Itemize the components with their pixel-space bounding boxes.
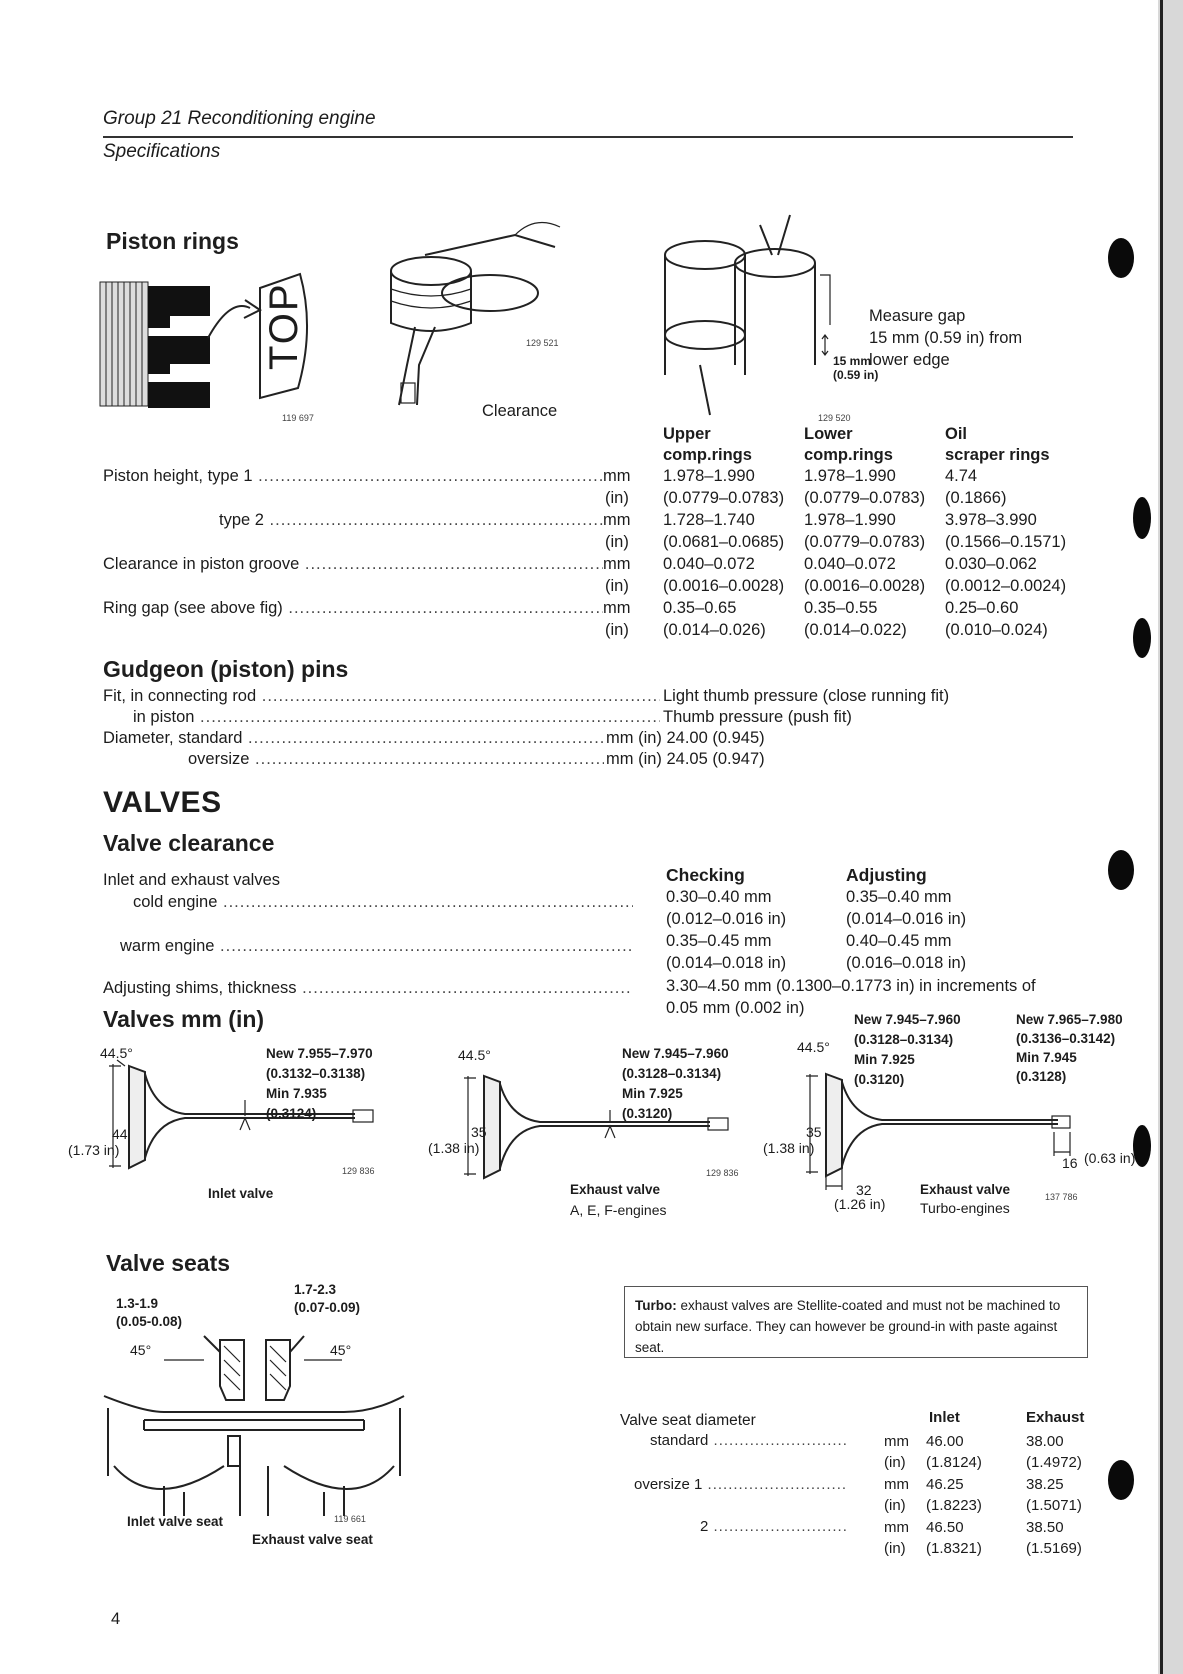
turbo-stem-right-new-in: (0.3136–0.3142) xyxy=(1016,1031,1116,1046)
seat-inlet: (1.8223) xyxy=(926,1497,982,1514)
gudgeon-value: Light thumb pressure (close running fit) xyxy=(663,687,950,705)
exhaust-seat-width-in: (0.07-0.09) xyxy=(294,1300,361,1315)
gudgeon-value: mm (in) 24.00 (0.945) xyxy=(606,729,765,747)
col-upper: Upper xyxy=(663,425,711,443)
turbo-stem-left-new-in: (0.3128–0.3134) xyxy=(854,1032,954,1047)
gap-dimension: 15 mm xyxy=(833,354,872,368)
turbo-stem-right-new: New 7.965–7.980 xyxy=(1016,1012,1123,1027)
value-lower: 1.978–1.990 xyxy=(804,467,896,485)
value-upper: (0.0779–0.0783) xyxy=(663,489,785,507)
seat-exhaust: (1.5169) xyxy=(1026,1540,1082,1557)
turbo-tip: 16 xyxy=(1062,1155,1078,1171)
seat-table-title: Valve seat diameter xyxy=(620,1412,756,1429)
value-lower: 1.978–1.990 xyxy=(804,511,896,529)
value-upper: 1.728–1.740 xyxy=(663,511,755,529)
gudgeon-value: Thumb pressure (push fit) xyxy=(663,708,852,726)
value-oil: 3.978–3.990 xyxy=(945,511,1037,529)
measure-note-2: 15 mm (0.59 in) from xyxy=(869,329,1023,347)
valve-clearance-heading: Valve clearance xyxy=(103,830,275,856)
seat-inlet: 46.00 xyxy=(926,1433,964,1450)
col-lower-2: comp.rings xyxy=(804,446,893,464)
inlet-seat-angle: 45° xyxy=(130,1342,152,1358)
turbo-width-in: (1.26 in) xyxy=(834,1196,886,1212)
exhaust-seat-caption: Exhaust valve seat xyxy=(252,1532,373,1547)
turbo-stem-left-new: New 7.945–7.960 xyxy=(854,1012,961,1027)
valve-seat-drawing xyxy=(104,1316,404,1516)
section-title: Specifications xyxy=(103,141,221,162)
turbo-height: 35 xyxy=(806,1124,822,1140)
seat-row-label: standard ..... xyxy=(650,1432,846,1449)
shims-label: Adjusting shims, thickness ..... xyxy=(103,979,633,998)
value-lower: (0.0779–0.0783) xyxy=(804,489,926,507)
measure-note-3: lower edge xyxy=(869,351,950,369)
fig-number: 119 661 xyxy=(334,1514,366,1524)
inlet-height-in: (1.73 in) xyxy=(68,1142,120,1158)
seat-row-unit: (in) xyxy=(884,1497,906,1514)
turbo-stem-left-min: Min 7.925 xyxy=(854,1052,915,1067)
valve-seats-heading: Valve seats xyxy=(106,1250,231,1276)
punch-hole xyxy=(1108,850,1134,890)
turbo-valve-subcaption: Turbo-engines xyxy=(920,1200,1010,1216)
inlet-seat-width: 1.3-1.9 xyxy=(116,1296,159,1311)
turbo-tip-in: (0.63 in) xyxy=(1084,1150,1136,1166)
inlet-stem-min-in: (0.3124) xyxy=(266,1106,317,1121)
row-unit: (in) xyxy=(605,533,629,551)
seat-row-label: oversize 1 ..... xyxy=(634,1476,846,1493)
exhaust-stem-new-in: (0.3128–0.3134) xyxy=(622,1066,722,1081)
seat-row-label: 2 ..... xyxy=(700,1518,846,1535)
exhaust-seat-width: 1.7-2.3 xyxy=(294,1282,337,1297)
exhaust-valve-subcaption: A, E, F-engines xyxy=(570,1202,667,1218)
inlet-height: 44 xyxy=(112,1126,128,1142)
shims-value-2: 0.05 mm (0.002 in) xyxy=(666,999,805,1017)
adjusting-value-in: (0.014–0.016 in) xyxy=(846,910,967,928)
value-oil: (0.0012–0.0024) xyxy=(945,577,1067,595)
seat-row-unit: mm xyxy=(884,1476,909,1493)
value-oil: (0.1866) xyxy=(945,489,1007,507)
valves-heading: VALVES xyxy=(103,786,222,819)
piston-pliers-figure xyxy=(365,215,575,415)
turbo-angle: 44.5° xyxy=(797,1039,830,1055)
seat-inlet: (1.8321) xyxy=(926,1540,982,1557)
value-lower: 0.040–0.072 xyxy=(804,555,896,573)
row-label: Ring gap (see above fig) ..... xyxy=(103,599,603,618)
gudgeon-label: oversize ..... xyxy=(188,750,604,769)
value-oil: 0.25–0.60 xyxy=(945,599,1019,617)
col-adjusting: Adjusting xyxy=(846,865,927,885)
shims-value: 3.30–4.50 mm (0.1300–0.1773 in) in increments of xyxy=(666,977,1036,995)
value-oil: 4.74 xyxy=(945,467,978,485)
seat-exhaust: 38.00 xyxy=(1026,1433,1064,1450)
fig-number: 129 521 xyxy=(526,338,559,348)
seat-row-unit: mm xyxy=(884,1519,909,1536)
punch-hole xyxy=(1133,618,1151,658)
row-label: type 2 ..... xyxy=(219,511,603,530)
inlet-stem-new-in: (0.3132–0.3138) xyxy=(266,1066,366,1081)
exhaust-angle: 44.5° xyxy=(458,1047,491,1063)
exhaust-stem-min: Min 7.925 xyxy=(622,1086,683,1101)
ring-gap-figure xyxy=(660,215,890,415)
value-oil: (0.1566–0.1571) xyxy=(945,533,1067,551)
checking-value: 0.30–0.40 mm xyxy=(666,888,772,906)
gudgeon-label: Fit, in connecting rod ..... xyxy=(103,687,660,706)
row-unit: mm xyxy=(603,511,631,529)
col-oil: Oil xyxy=(945,425,968,443)
header-rule xyxy=(103,136,1073,138)
top-marking: TOP xyxy=(262,282,306,370)
exhaust-valve-caption: Exhaust valve xyxy=(570,1182,661,1197)
turbo-tip-clip xyxy=(1084,1150,1138,1170)
turbo-stem-right-min: Min 7.945 xyxy=(1016,1050,1077,1065)
clearance-label: warm engine ..... xyxy=(120,937,633,956)
turbo-stem-left-min-in: (0.3120) xyxy=(854,1072,905,1087)
checking-value-in: (0.012–0.016 in) xyxy=(666,910,787,928)
value-lower: (0.0779–0.0783) xyxy=(804,533,926,551)
seat-exhaust: 38.50 xyxy=(1026,1519,1064,1536)
valves-mm-heading: Valves mm (in) xyxy=(103,1006,265,1032)
adjusting-value: 0.35–0.40 mm xyxy=(846,888,952,906)
exhaust-stem-min-in: (0.3120) xyxy=(622,1106,673,1121)
punch-hole xyxy=(1108,1460,1134,1500)
row-label: Piston height, type 1 ..... xyxy=(103,467,603,486)
col-checking: Checking xyxy=(666,865,745,885)
row-unit: mm xyxy=(603,467,631,485)
col-lower: Lower xyxy=(804,425,853,443)
gudgeon-value: mm (in) 24.05 (0.947) xyxy=(606,750,765,768)
punch-hole xyxy=(1133,497,1151,539)
turbo-stem-right-min-in: (0.3128) xyxy=(1016,1069,1067,1084)
fig-number: 119 697 xyxy=(282,413,314,423)
col-upper-2: comp.rings xyxy=(663,446,752,464)
seat-inlet: (1.8124) xyxy=(926,1454,982,1471)
seat-inlet: 46.50 xyxy=(926,1519,964,1536)
value-upper: (0.014–0.026) xyxy=(663,621,766,639)
gap-dimension-in: (0.59 in) xyxy=(833,368,879,382)
row-unit: mm xyxy=(603,599,631,617)
seat-col-exhaust: Exhaust xyxy=(1026,1409,1085,1426)
turbo-note-text: exhaust valves are Stellite-coated and must not be machined to obtain new surface. They can however be ground-in with paste against seat. xyxy=(635,1298,1061,1355)
inlet-seat-width-in: (0.05-0.08) xyxy=(116,1314,183,1329)
fig-number: 129 836 xyxy=(342,1166,375,1176)
clearance-caption: Clearance xyxy=(482,402,558,420)
punch-hole xyxy=(1108,238,1134,278)
gudgeon-heading: Gudgeon (piston) pins xyxy=(103,656,349,682)
exhaust-height-in: (1.38 in) xyxy=(428,1140,480,1156)
value-upper: 1.978–1.990 xyxy=(663,467,755,485)
gudgeon-label: Diameter, standard ..... xyxy=(103,729,604,748)
inlet-seat-caption: Inlet valve seat xyxy=(127,1514,224,1529)
adjusting-value-in: (0.016–0.018 in) xyxy=(846,954,967,972)
row-unit: (in) xyxy=(605,489,629,507)
seat-exhaust: (1.4972) xyxy=(1026,1454,1082,1471)
value-oil: (0.010–0.024) xyxy=(945,621,1048,639)
fig-number: 129 520 xyxy=(818,413,851,423)
row-unit: (in) xyxy=(605,577,629,595)
inlet-valve-caption: Inlet valve xyxy=(208,1186,274,1201)
adjusting-value: 0.40–0.45 mm xyxy=(846,932,952,950)
fig-number: 129 836 xyxy=(706,1168,739,1178)
inlet-stem-new: New 7.955–7.970 xyxy=(266,1046,373,1061)
turbo-note-bold: Turbo: xyxy=(635,1298,677,1313)
seat-exhaust: (1.5071) xyxy=(1026,1497,1082,1514)
group-title: Group 21 Reconditioning engine xyxy=(103,108,376,129)
row-label: Clearance in piston groove ..... xyxy=(103,555,603,574)
inlet-stem-min: Min 7.935 xyxy=(266,1086,327,1101)
value-upper: (0.0681–0.0685) xyxy=(663,533,785,551)
value-oil: 0.030–0.062 xyxy=(945,555,1037,573)
seat-row-unit: (in) xyxy=(884,1540,906,1557)
turbo-height-in: (1.38 in) xyxy=(763,1140,815,1156)
turbo-width: 32 xyxy=(856,1182,872,1198)
checking-value-in: (0.014–0.018 in) xyxy=(666,954,787,972)
seat-row-unit: (in) xyxy=(884,1454,906,1471)
gudgeon-label: in piston ..... xyxy=(133,708,660,727)
seat-inlet: 46.25 xyxy=(926,1476,964,1493)
clearance-label: cold engine ..... xyxy=(133,893,633,912)
exhaust-seat-angle: 45° xyxy=(330,1342,352,1358)
valve-clearance-intro: Inlet and exhaust valves xyxy=(103,871,281,889)
seat-col-inlet: Inlet xyxy=(929,1409,960,1426)
seat-exhaust: 38.25 xyxy=(1026,1476,1064,1493)
measure-note-1: Measure gap xyxy=(869,307,966,325)
exhaust-height: 35 xyxy=(471,1124,487,1140)
value-lower: 0.35–0.55 xyxy=(804,599,878,617)
value-upper: 0.040–0.072 xyxy=(663,555,755,573)
value-upper: 0.35–0.65 xyxy=(663,599,737,617)
fig-number: 137 786 xyxy=(1045,1192,1078,1202)
value-lower: (0.014–0.022) xyxy=(804,621,907,639)
inlet-angle: 44.5° xyxy=(100,1045,133,1061)
page-number: 4 xyxy=(111,1610,121,1628)
exhaust-stem-new: New 7.945–7.960 xyxy=(622,1046,729,1061)
piston-rings-heading: Piston rings xyxy=(106,228,239,254)
col-oil-2: scraper rings xyxy=(945,446,1050,464)
turbo-note-box xyxy=(624,1286,1088,1358)
row-unit: mm xyxy=(603,555,631,573)
page-edge-line xyxy=(1160,0,1163,1674)
turbo-stem-right-clip xyxy=(1016,1010,1140,1094)
value-upper: (0.0016–0.0028) xyxy=(663,577,785,595)
value-lower: (0.0016–0.0028) xyxy=(804,577,926,595)
turbo-valve-caption: Exhaust valve xyxy=(920,1182,1011,1197)
seat-row-unit: mm xyxy=(884,1433,909,1450)
checking-value: 0.35–0.45 mm xyxy=(666,932,772,950)
row-unit: (in) xyxy=(605,621,629,639)
